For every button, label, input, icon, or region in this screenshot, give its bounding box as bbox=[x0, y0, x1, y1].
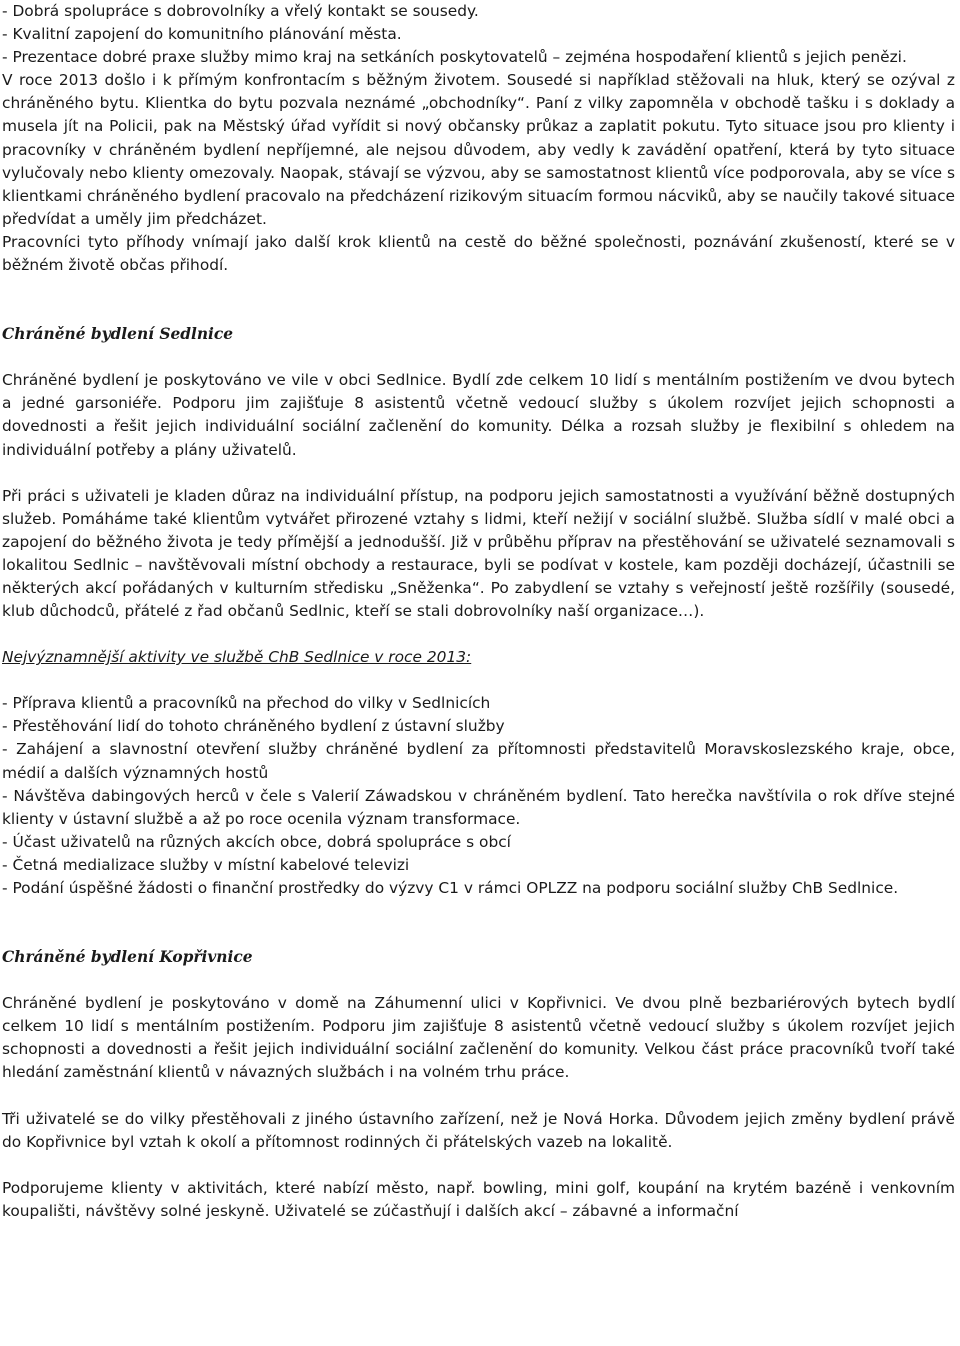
spacer bbox=[2, 1154, 955, 1177]
intro-bullet: - Prezentace dobré praxe služby mimo kraj na setkáních poskytovatelů – zejména hospodaření klientů s jejich penězi. bbox=[2, 48, 907, 67]
sedlnice-paragraph: Chráněné bydlení je poskytováno ve vile v obci Sedlnice. Bydlí zde celkem 10 lidí s mentálním postižením ve dvou bytech a jedné garsoniéře. Podporu jim zajišťuje 8 asistentů včetně vedoucí služby s úkolem rozvíjet jejich schopnosti a dovednosti a řešit jejich individuální sociální začlenění do komunity. Délka a rozsah služby je flexibilní s ohledem na individuální potřeby a plány uživatelů. bbox=[2, 371, 955, 459]
sedlnice-paragraph: Při práci s uživateli je kladen důraz na individuální přístup, na podporu jejich samostatnosti a využívání běžně dostupných služeb. Pomáháme také klientům vytvářet přirozené vztahy s lidmi, kteří nežijí v sociální službě. Služba sídlí v malé obci a zapojení do běžného života je tedy přímější a jednodušší. Již v průběhu příprav na přestěhování se uživatelé seznamovali s lokalitou Sedlnic – navštěvovali místní obchody a restaurace, byli se podívat v kostele, kam později docházejí, účastnili se některých akcí pořádaných v kulturním středisku „Sněženka“. Po zabydlení se vztahy s veřejností ještě rozšířily (sousedé, klub důchodců, přátelé z řad občanů Sedlnic, kteří se stali dobrovolníky naší organizace…). bbox=[2, 486, 955, 621]
koprivnice-paragraph: Chráněné bydlení je poskytováno v domě na Záhumenní ulici v Kopřivnici. Ve dvou plně bezbariérových bytech bydlí celkem 10 lidí s mentálním postižením. Podporu jim zajišťuje 8 asistentů včetně vedoucí služby s úkolem rozvíjet jejich schopnosti a dovednosti a řešit jejich individuální sociální začlenění do komunity. Velkou část práce pracovníků tvoří také hledání zaměstnání klientů v návazných službách i na volném trhu práce. bbox=[2, 994, 955, 1082]
spacer bbox=[2, 346, 955, 369]
intro-paragraph: Pracovníci tyto příhody vnímají jako další krok klientů na cestě do běžné společnosti, poznávání zkušeností, které se v běžném životě občas přihodí. bbox=[2, 232, 955, 275]
spacer bbox=[2, 969, 955, 992]
intro-paragraph: V roce 2013 došlo i k přímým konfrontacím s běžným životem. Sousedé si například stěžovali na hluk, který se ozýval z chráněného bytu. Klientka do bytu pozvala neznámé „obchodníky“. Paní z vilky zapomněla v obchodě tašku i s doklady a musela jít na Policii, pak na Městský úřad vyřídit si nový občansky průkaz a zaplatit pokutu. Tyto situace jsou pro klienty i pracovníky v chráněném bydlení nepříjemné, ale nejsou důvodem, aby vedly k zavádění opatření, která by tyto situace vylučovaly nebo klienty omezovaly. Naopak, stávají se výzvou, aby se samostatnost klientů více podporovala, aby se více s klientkami chráněného bydlení pracovalo na předcházení rizikovým situacím formou nácviků, aby se naučily takové situace předvídat a uměly jim předcházet. bbox=[2, 71, 955, 228]
spacer bbox=[2, 623, 955, 646]
intro-bullet: - Kvalitní zapojení do komunitního plánování města. bbox=[2, 25, 402, 44]
section-heading-sedlnice: Chráněné bydlení Sedlnice bbox=[2, 325, 234, 344]
spacer bbox=[2, 669, 955, 692]
activity-item: - Podání úspěšné žádosti o finanční prostředky do výzvy C1 v rámci OPLZZ na podporu sociální služby ChB Sedlnice. bbox=[2, 879, 899, 897]
activities-heading: Nejvýznamnější aktivity ve službě ChB Sedlnice v roce 2013: bbox=[2, 648, 472, 667]
activity-item: - Zahájení a slavnostní otevření služby chráněné bydlení za přítomnosti představitelů Moravskoslezského kraje, obce, médií a dalších významných hostů bbox=[2, 740, 955, 782]
activity-item: - Účast uživatelů na různých akcích obce, dobrá spolupráce s obcí bbox=[2, 832, 511, 851]
activity-item: - Návštěva dabingových herců v čele s Valerií Záwadskou v chráněném bydlení. Tato herečka navštívila o rok dříve stejné klienty v ústavní službě a až po roce ocenila význam transformace. bbox=[2, 786, 955, 828]
spacer bbox=[2, 1085, 955, 1108]
spacer bbox=[2, 462, 955, 485]
activity-item: - Příprava klientů a pracovníků na přechod do vilky v Sedlnicích bbox=[2, 694, 491, 713]
section-heading-koprivnice: Chráněné bydlení Kopřivnice bbox=[2, 948, 253, 967]
spacer bbox=[2, 900, 955, 946]
activity-item: - Přestěhování lidí do tohoto chráněného bydlení z ústavní služby bbox=[2, 717, 505, 736]
koprivnice-paragraph: Tři uživatelé se do vilky přestěhovali z jiného ústavního zařízení, než je Nová Horka. Důvodem jejich změny bydlení právě do Kopřivnice byl vztah k okolí a přítomnost rodinných či přátelských vazeb na lokalitě. bbox=[2, 1109, 955, 1151]
spacer bbox=[2, 277, 955, 323]
intro-bullet: - Dobrá spolupráce s dobrovolníky a vřelý kontakt se sousedy. bbox=[2, 2, 479, 20]
document-page bbox=[2, 0, 955, 1223]
activity-item: - Četná medializace služby v místní kabelové televizi bbox=[2, 855, 410, 874]
koprivnice-paragraph: Podporujeme klienty v aktivitách, které nabízí město, např. bowling, mini golf, koupání na krytém bazéně i venkovním koupališti, návštěvy solné jeskyně. Uživatelé se zúčastňují i dalších akcí – zábavné a informační bbox=[2, 1178, 955, 1220]
